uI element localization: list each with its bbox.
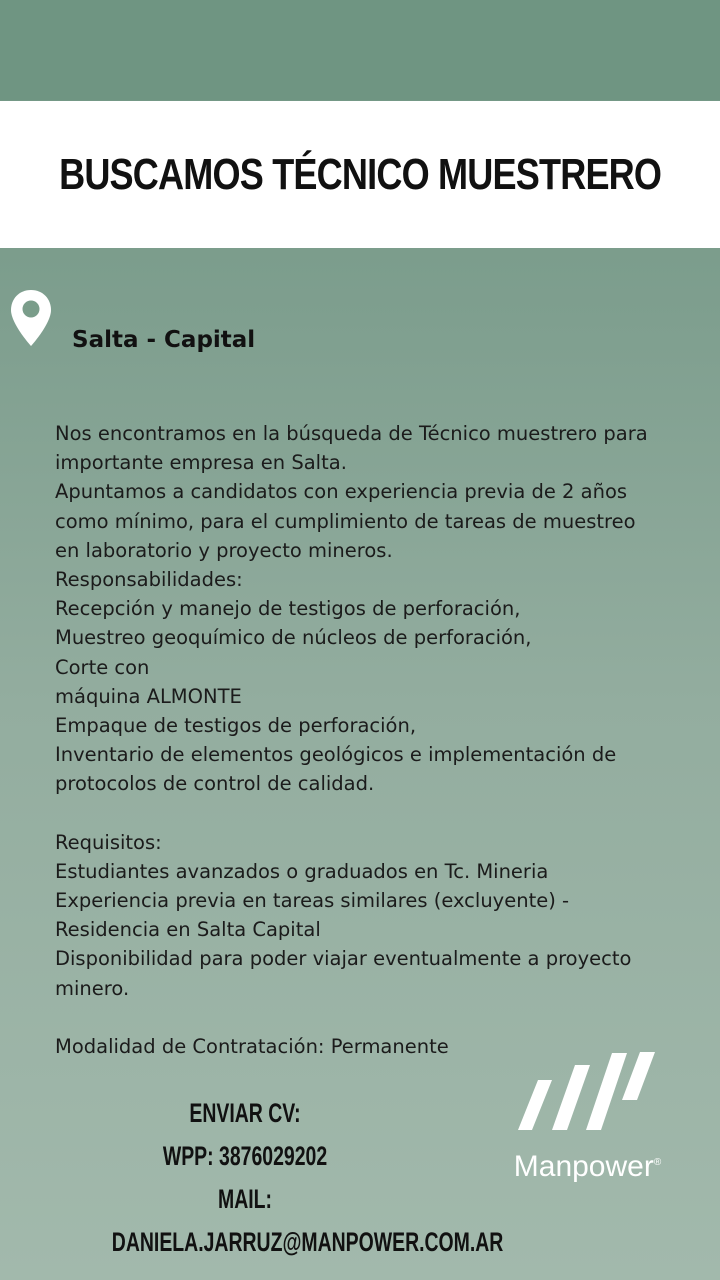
description-line: Estudiantes avanzados o graduados en Tc. Mineria xyxy=(55,859,549,883)
description-line: Apuntamos a candidatos con experiencia previa de 2 años xyxy=(55,480,628,504)
page-title: BUSCAMOS TÉCNICO MUESTRERO xyxy=(58,149,662,199)
send-cv-label: ENVIAR CV: xyxy=(189,1098,301,1128)
manpower-wordmark xyxy=(500,1150,675,1184)
map-pin-icon xyxy=(8,288,54,348)
description-line: Residencia en Salta Capital xyxy=(55,918,321,942)
description-line: importante empresa en Salta. xyxy=(55,451,347,475)
description-line: minero. xyxy=(55,976,130,1000)
job-description xyxy=(55,419,705,1061)
top-band xyxy=(0,0,720,100)
contact-block xyxy=(60,1092,504,1264)
description-line: Disponibilidad para poder viajar eventualmente a proyecto xyxy=(55,947,632,971)
description-line: Responsabilidades: xyxy=(55,567,243,591)
email-address[interactable]: DANIELA.JARRUZ@MANPOWER.COM.AR xyxy=(111,1227,504,1257)
mail-label: MAIL: xyxy=(218,1184,272,1214)
description-line: Experiencia previa en tareas similares (excluyente) - xyxy=(55,889,570,912)
brand-name: Manpower xyxy=(513,1150,654,1183)
description-line: Requisitos: xyxy=(55,830,162,854)
description-line xyxy=(55,798,705,827)
description-line xyxy=(55,1003,705,1032)
registered-mark: ® xyxy=(653,1157,662,1168)
description-line: como mínimo, para el cumplimiento de tareas de muestreo xyxy=(55,509,636,533)
description-line: Recepción y manejo de testigos de perforación, xyxy=(55,597,521,621)
description-line: Inventario de elementos geológicos e implementación de xyxy=(55,743,617,767)
description-line: Muestreo geoquímico de núcleos de perforación, xyxy=(55,626,532,650)
title-banner xyxy=(0,101,720,248)
description-line: protocolos de control de calidad. xyxy=(55,772,375,796)
description-line: Modalidad de Contratación: Permanente xyxy=(55,1034,449,1058)
description-line: Empaque de testigos de perforación, xyxy=(55,713,417,737)
location-label: Salta - Capital xyxy=(72,327,256,353)
whatsapp-number[interactable]: WPP: 3876029202 xyxy=(162,1141,328,1171)
description-line: en laboratorio y proyecto mineros. xyxy=(55,538,393,562)
description-line: Corte con xyxy=(55,655,150,679)
description-line: Nos encontramos en la búsqueda de Técnico muestrero para xyxy=(55,422,648,445)
description-line: máquina ALMONTE xyxy=(55,684,242,708)
